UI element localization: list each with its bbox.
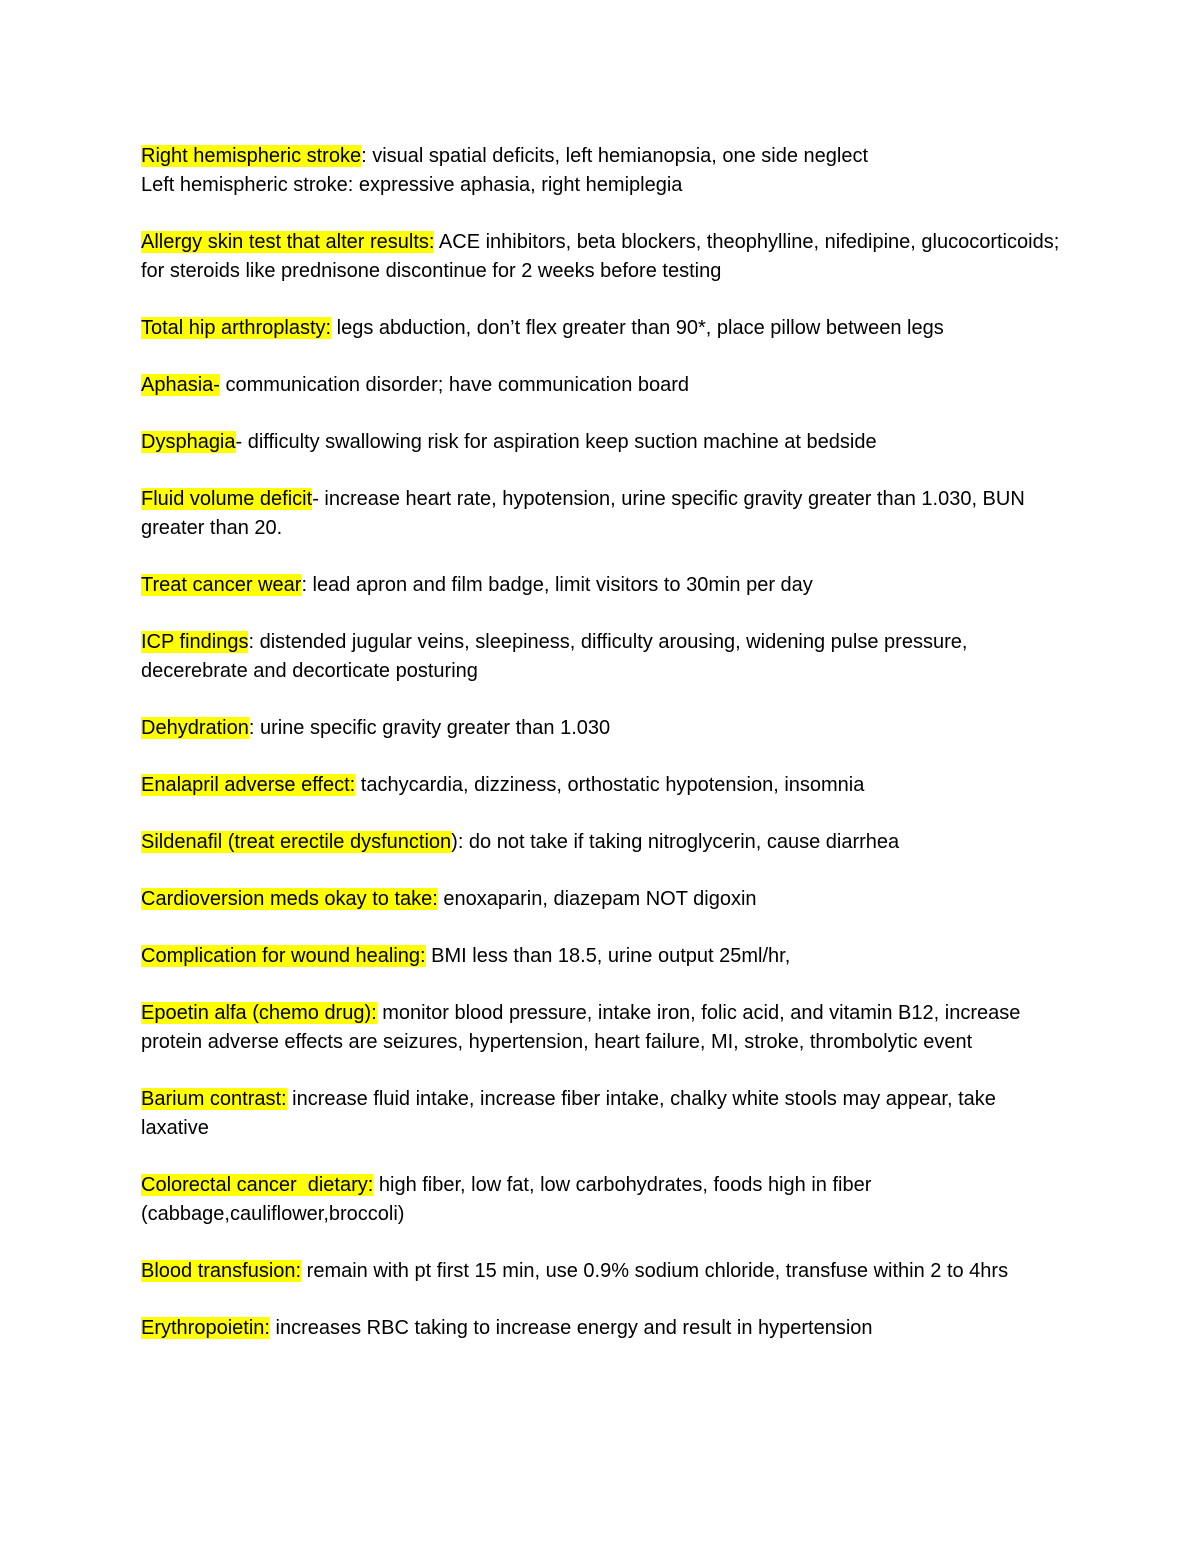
note-term: Complication for wound healing: [141, 945, 426, 967]
note-entry-barium-contrast [141, 1085, 1061, 1143]
note-term: Total hip arthroplasty: [141, 317, 332, 339]
note-entry-blood-transfusion [141, 1257, 1061, 1286]
note-text: - difficulty swallowing risk for aspiration keep suction machine at bedside [235, 431, 877, 453]
note-entry-colorectal-cancer [141, 1171, 1061, 1229]
note-term: ICP findings [141, 631, 249, 653]
note-entry-fluid-volume-deficit [141, 485, 1061, 543]
note-text: ACE inhibitors, beta blockers, theophylline, nifedipine, glucocorticoids; for steroids like prednisone discontinue for 2 weeks before testing [141, 231, 1060, 282]
note-term: Left hemispheric stroke [141, 174, 348, 196]
note-term: Blood transfusion: [141, 1260, 302, 1282]
note-text: communication disorder; have communication board [219, 374, 690, 396]
note-text: : lead apron and film badge, limit visitors to 30min per day [301, 574, 813, 596]
note-entry-left-hemispheric-stroke [141, 171, 1061, 200]
note-entry-dehydration [141, 714, 1061, 743]
note-term: Sildenafil (treat erectile dysfunction [141, 831, 452, 853]
note-entry-sildenafil [141, 828, 1061, 857]
note-text: : urine specific gravity greater than 1.030 [248, 717, 611, 739]
note-text: BMI less than 18.5, urine output 25ml/hr, [425, 945, 791, 967]
note-term: Colorectal cancer dietary: [141, 1174, 374, 1196]
note-entry-icp-findings [141, 628, 1061, 686]
note-term: Erythropoietin: [141, 1317, 270, 1339]
note-entry-epoetin-alfa [141, 999, 1061, 1057]
note-text: : visual spatial deficits, left hemianopsia, one side neglect [361, 145, 869, 167]
note-term: Dehydration [141, 717, 249, 739]
note-text: increase fluid intake, increase fiber intake, chalky white stools may appear, take laxative [141, 1088, 996, 1139]
note-term: Aphasia- [141, 374, 220, 396]
note-term: Cardioversion meds okay to take: [141, 888, 438, 910]
note-text: increases RBC taking to increase energy and result in hypertension [269, 1317, 873, 1339]
note-entry-dysphagia [141, 428, 1061, 457]
note-text: : expressive aphasia, right hemiplegia [347, 174, 683, 196]
note-text: monitor blood pressure, intake iron, folic acid, and vitamin B12, increase protein adverse effects are seizures, hypertension, heart failure, MI, stroke, thrombolytic event [141, 1002, 1021, 1053]
note-term: Enalapril adverse effect: [141, 774, 356, 796]
note-text: remain with pt first 15 min, use 0.9% sodium chloride, transfuse within 2 to 4hrs [301, 1260, 1009, 1282]
note-entry-allergy-skin-test [141, 228, 1061, 286]
note-term: Right hemispheric stroke [141, 145, 362, 167]
note-term: Fluid volume deficit [141, 488, 313, 510]
note-term: Allergy skin test that alter results: [141, 231, 435, 253]
note-text: legs abduction, don’t flex greater than 90*, place pillow between legs [331, 317, 944, 339]
note-text: high fiber, low fat, low carbohydrates, foods high in fiber (cabbage,cauliflower,broccoli) [141, 1174, 872, 1225]
note-entry-wound-healing [141, 942, 1061, 971]
note-entry-enalapril [141, 771, 1061, 800]
note-entry-cardioversion [141, 885, 1061, 914]
notes-body [141, 142, 1061, 1371]
note-term: Barium contrast: [141, 1088, 287, 1110]
note-entry-aphasia [141, 371, 1061, 400]
note-text: tachycardia, dizziness, orthostatic hypotension, insomnia [355, 774, 865, 796]
note-term: Dysphagia [141, 431, 236, 453]
note-entry-total-hip-arthroplasty [141, 314, 1061, 343]
note-entry-treat-cancer-wear [141, 571, 1061, 600]
note-term: Treat cancer wear [141, 574, 302, 596]
note-text: - increase heart rate, hypotension, urine specific gravity greater than 1.030, BUN greater than 20. [141, 488, 1025, 539]
note-text: enoxaparin, diazepam NOT digoxin [437, 888, 757, 910]
note-entry-erythropoietin [141, 1314, 1061, 1343]
note-text: ): do not take if taking nitroglycerin, cause diarrhea [451, 831, 900, 853]
note-term: Epoetin alfa (chemo drug): [141, 1002, 377, 1024]
note-text: : distended jugular veins, sleepiness, difficulty arousing, widening pulse pressure, decerebrate and decorticate posturing [141, 631, 968, 682]
note-entry-right-hemispheric-stroke [141, 142, 1061, 171]
